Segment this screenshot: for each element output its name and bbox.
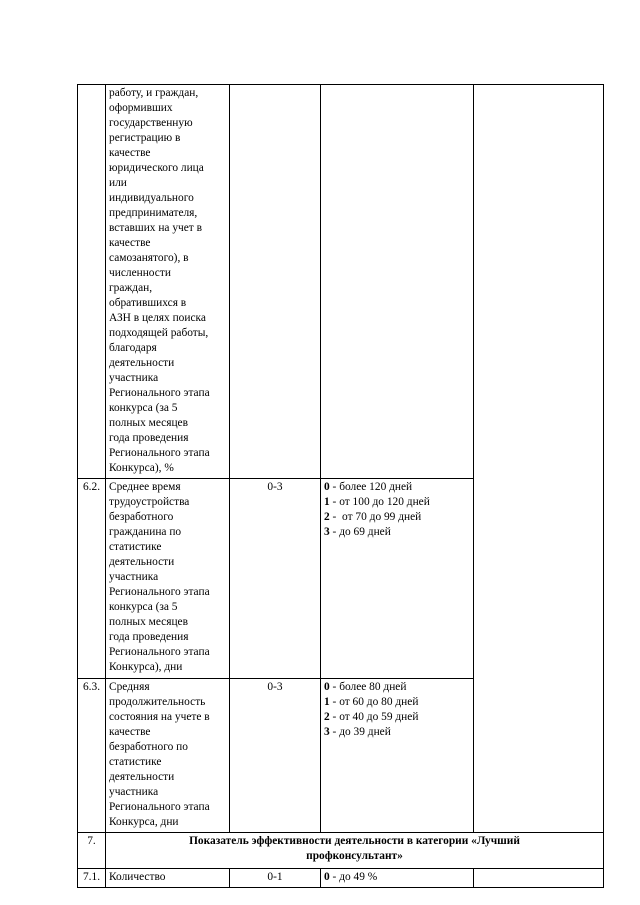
criterion-line: 0 - более 120 дней: [324, 481, 413, 493]
indicator-name: Количество: [106, 869, 230, 888]
row-number-cell: [78, 85, 106, 479]
scoring-criteria: [321, 479, 474, 679]
score-range: 0-3: [230, 479, 321, 679]
section-header-row-7: [78, 833, 604, 869]
scoring-criteria: [321, 679, 474, 833]
score-range-cell: [230, 85, 321, 479]
criterion-line: 0 - более 80 дней: [324, 681, 407, 693]
criterion-line: 3 - до 39 дней: [324, 726, 391, 738]
scoring-criteria: [321, 869, 474, 888]
notes-cell: [474, 869, 604, 888]
row-number: 6.2.: [78, 479, 106, 679]
criterion-line: 2 - от 70 до 99 дней: [324, 511, 422, 523]
criteria-cell: [321, 85, 474, 479]
indicator-name: Средняя продолжительность состояния на учете в качестве безработного по статистике деятельности участника Регионального этапа Конкурса, дни: [106, 679, 230, 833]
row-number: 7.1.: [78, 869, 106, 888]
criterion-line: 1 - от 60 до 80 дней: [324, 696, 419, 708]
section-title: Показатель эффективности деятельности в категории «Лучший профконсультант»: [106, 833, 604, 869]
indicator-name: работу, и граждан, оформивших государственную регистрацию в качестве юридического лица или индивидуального предпринимателя, вставших на учет в качестве самозанятого), в численности граждан, обратившихся в АЗН в целях поиска подходящей работы, благодаря деятельности участника Регионального этапа конкурса (за 5 полных месяцев года проведения Регионального этапа Конкурса), %: [106, 85, 230, 479]
table-row-continuation: [78, 85, 604, 479]
criterion-line: 0 - до 49 %: [324, 871, 378, 883]
criterion-line: 2 - от 40 до 59 дней: [324, 711, 419, 723]
score-range: 0-3: [230, 679, 321, 833]
indicator-name: Среднее время трудоустройства безработного гражданина по статистике деятельности участника Регионального этапа конкурса (за 5 полных месяцев года проведения Регионального этапа Конкурса), дни: [106, 479, 230, 679]
table-row-7-1: [78, 869, 604, 888]
section-number: 7.: [78, 833, 106, 869]
row-number: 6.3.: [78, 679, 106, 833]
criterion-line: 3 - до 69 дней: [324, 526, 391, 538]
notes-cell: [474, 85, 604, 833]
criterion-line: 1 - от 100 до 120 дней: [324, 496, 430, 508]
criteria-table: [77, 84, 604, 888]
score-range: 0-1: [230, 869, 321, 888]
